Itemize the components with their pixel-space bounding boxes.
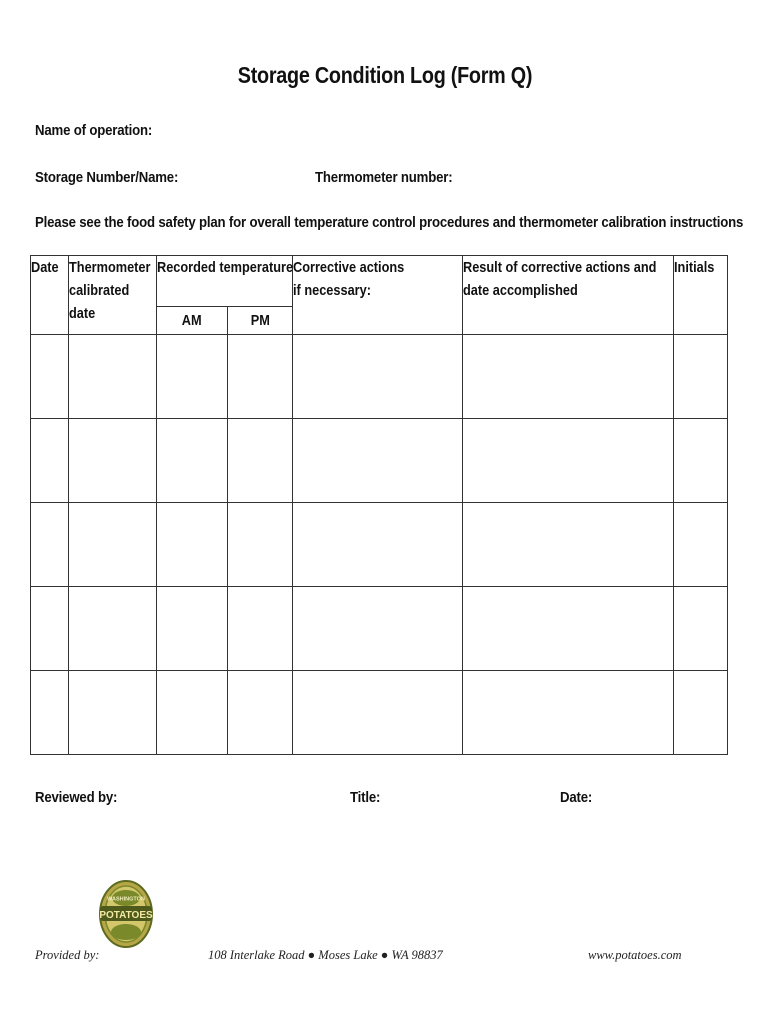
- cell-pm[interactable]: [228, 419, 293, 503]
- provided-by-text: Provided by:: [35, 948, 100, 962]
- form-title: Storage Condition Log (Form Q): [237, 62, 533, 88]
- cell-date[interactable]: [31, 419, 69, 503]
- cell-am[interactable]: [157, 503, 228, 587]
- cell-date[interactable]: [31, 503, 69, 587]
- table-row: [31, 671, 728, 755]
- table-row: [31, 587, 728, 671]
- header-am: AM: [157, 307, 228, 335]
- cell-corrective[interactable]: [293, 419, 463, 503]
- website-link[interactable]: www.potatoes.com: [588, 948, 682, 962]
- cell-result[interactable]: [463, 419, 674, 503]
- cell-corrective[interactable]: [293, 335, 463, 419]
- logo-top-text: WASHINGTON: [107, 896, 145, 903]
- cell-initials[interactable]: [674, 671, 728, 755]
- cell-pm[interactable]: [228, 503, 293, 587]
- header-result: Result of corrective actions and date accomplished: [463, 256, 674, 335]
- header-pm: PM: [228, 307, 293, 335]
- cell-result[interactable]: [463, 587, 674, 671]
- cell-calibrated[interactable]: [69, 587, 157, 671]
- table-row: [31, 335, 728, 419]
- storage-log-table: [30, 255, 728, 755]
- cell-calibrated[interactable]: [69, 503, 157, 587]
- logo-main-text: POTATOES: [99, 910, 153, 921]
- table-row: [31, 419, 728, 503]
- thermometer-number-label: Thermometer number:: [315, 169, 453, 186]
- header-recorded-temperature: Recorded temperature: [157, 256, 293, 307]
- cell-corrective[interactable]: [293, 671, 463, 755]
- address-text: 108 Interlake Road ● Moses Lake ● WA 98837: [208, 948, 443, 962]
- cell-initials[interactable]: [674, 335, 728, 419]
- cell-am[interactable]: [157, 335, 228, 419]
- title-label: Title:: [350, 789, 381, 806]
- cell-calibrated[interactable]: [69, 335, 157, 419]
- cell-am[interactable]: [157, 419, 228, 503]
- storage-number-label: Storage Number/Name:: [35, 169, 179, 186]
- cell-am[interactable]: [157, 587, 228, 671]
- cell-result[interactable]: [463, 503, 674, 587]
- cell-initials[interactable]: [674, 587, 728, 671]
- cell-corrective[interactable]: [293, 587, 463, 671]
- cell-am[interactable]: [157, 671, 228, 755]
- cell-pm[interactable]: [228, 671, 293, 755]
- cell-initials[interactable]: [674, 419, 728, 503]
- header-thermometer-calibrated: Thermometer calibrated date: [69, 256, 157, 335]
- cell-corrective[interactable]: [293, 503, 463, 587]
- cell-result[interactable]: [463, 671, 674, 755]
- cell-pm[interactable]: [228, 335, 293, 419]
- header-corrective-actions: Corrective actions if necessary:: [293, 256, 463, 335]
- reviewed-by-label: Reviewed by:: [35, 789, 118, 806]
- cell-calibrated[interactable]: [69, 419, 157, 503]
- date-label: Date:: [560, 789, 593, 806]
- cell-date[interactable]: [31, 671, 69, 755]
- cell-pm[interactable]: [228, 587, 293, 671]
- cell-calibrated[interactable]: [69, 671, 157, 755]
- cell-initials[interactable]: [674, 503, 728, 587]
- header-date: Date: [31, 256, 69, 335]
- cell-date[interactable]: [31, 587, 69, 671]
- cell-date[interactable]: [31, 335, 69, 419]
- name-of-operation-label: Name of operation:: [35, 122, 153, 139]
- table-row: [31, 503, 728, 587]
- instructions-text: Please see the food safety plan for overall temperature control procedures and thermometer calibration instructions: [35, 214, 744, 231]
- washington-potatoes-logo: [96, 878, 156, 950]
- cell-result[interactable]: [463, 335, 674, 419]
- header-initials: Initials: [674, 256, 728, 335]
